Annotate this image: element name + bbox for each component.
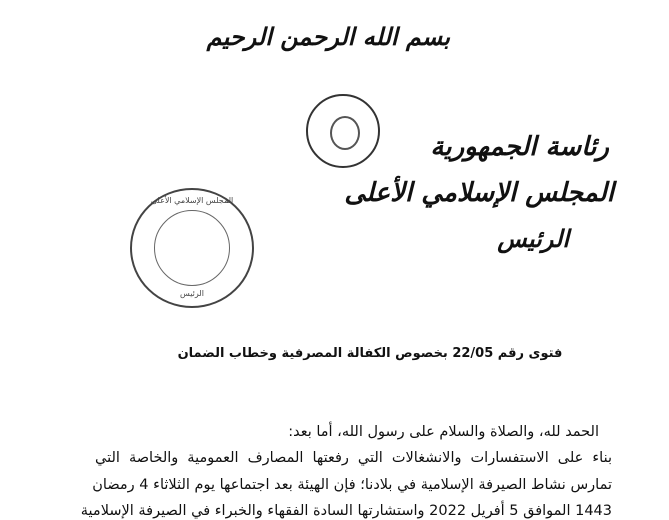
stamp-inner-ring xyxy=(154,210,230,286)
institution-line-1: رئاسة الجمهورية xyxy=(430,132,609,162)
basmala: بسم الله الرحمن الرحيم xyxy=(206,22,450,51)
institution-line-2: المجلس الإسلامي الأعلى xyxy=(344,178,614,208)
document-title: فتوى رقم 22/05 بخصوص الكفالة المصرفية وخطاب الضمان xyxy=(177,346,563,361)
state-emblem xyxy=(306,94,380,168)
official-stamp xyxy=(130,188,254,308)
body-line: تمارس نشاط الصيرفة الإسلامية في بلادنا؛ فإن الهيئة بعد اجتماعها يوم الثلاثاء 4 رمضان xyxy=(92,477,612,493)
stamp-text-top: المجلس الإسلامي الأعلى xyxy=(150,196,234,205)
body-line: 1443 الموافق 5 أفريل 2022 واستشارتها السادة الفقهاء والخبراء في الصيرفة الإسلامية xyxy=(80,503,612,519)
institution-line-3: الرئيس xyxy=(497,224,569,253)
stamp-text-bottom: الرئيس xyxy=(180,289,204,298)
body-line: الحمد لله، والصلاة والسلام على رسول الله، أما بعد: xyxy=(288,424,599,440)
body-line: بناء على الاستفسارات والانشغالات التي رفعتها المصارف العمومية والخاصة التي xyxy=(95,450,612,466)
